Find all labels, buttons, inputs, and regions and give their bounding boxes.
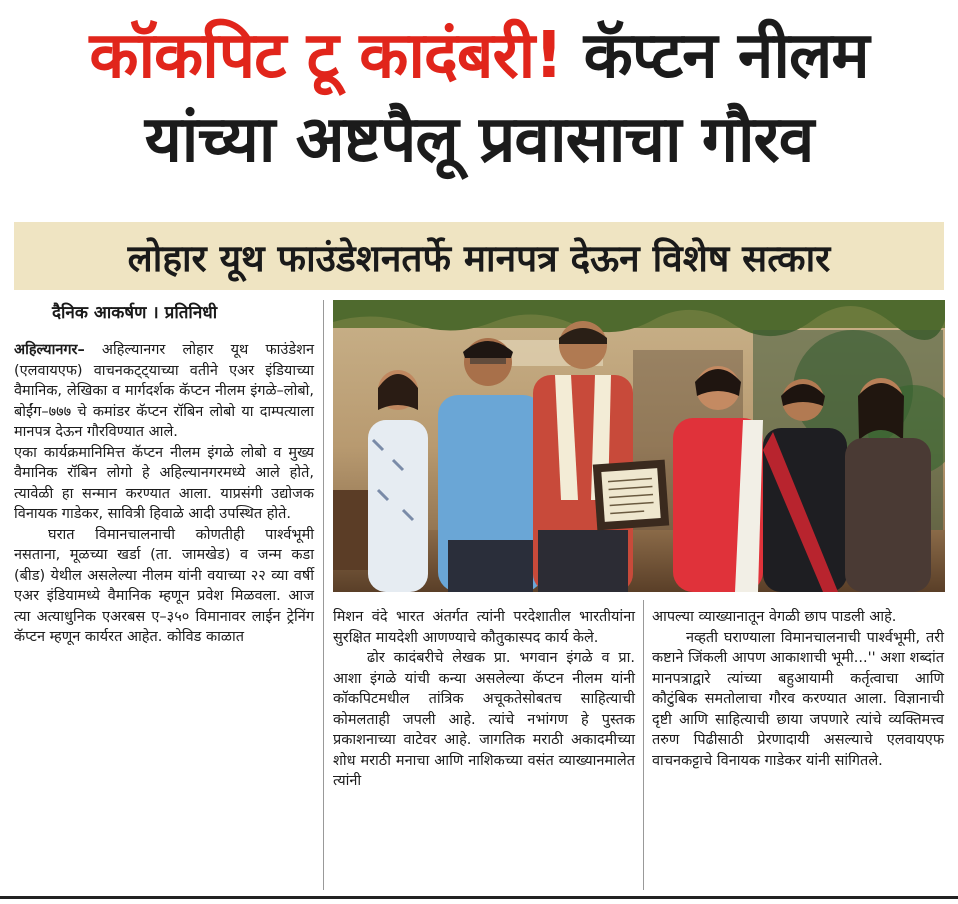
- paragraph: ढोर कादंबरीचे लेखक प्रा. भगवान इंगळे व प्रा. आशा इंगळे यांची कन्या असलेल्या कॅप्टन नीलम यांनी कॉकपिटमधील तांत्रिक अचूकतेसोबतच साहित्याची कोमलताही जपली आहे. त्यांचे नभांगण हे पुस्तक प्रकाशनाच्या वाटेवर आहे. जागतिक मराठी अकादमीच्या शोध मराठी मनाचा आणि नाशिकच्या वसंत व्याख्यानमालेत त्यांनी: [333, 650, 635, 789]
- headline-line-1: [0, 14, 958, 98]
- paragraph-text: अहिल्यानगर लोहार यूथ फाउंडेशन (एलवायएफ) वाचनकट्ट्याच्या वतीने एअर इंडियाच्या वैमानिक, लेखिका व मार्गदर्शक कॅप्टन नीलम इंगळे–लोबो, बोईंग–७७७ चे कमांडर कॅप्टन रॉबिन लोबो या दाम्पत्याला मानपत्र देऊन गौरविण्यात आले.: [14, 342, 314, 440]
- paragraph: घरात विमानचालनाची कोणतीही पार्श्वभूमी नसताना, मूळच्या खर्डा (ता. जामखेड) व जन्म कडा (बीड) येथील असलेल्या नीलम यांनी वयाच्या २२ व्या वर्षी एअर इंडियामध्ये वैमानिक म्हणून प्रवेश मिळवला. आज त्या अत्याधुनिक एअरबस ए–३५० विमानावर लाईन ट्रेनिंग कॅप्टन म्हणून कार्यरत आहेत. कोविड काळात: [14, 526, 314, 645]
- subheadline: [14, 222, 944, 290]
- paragraph: [14, 340, 314, 443]
- dateline: अहिल्यानगर–: [14, 342, 85, 358]
- paragraph: मिशन वंदे भारत अंतर्गत त्यांनी परदेशातील भारतीयांना सुरक्षित मायदेशी आणण्याचे कौतुकास्पद कार्य केले.: [333, 609, 635, 646]
- paragraph: एका कार्यक्रमानिमित्त कॅप्टन नीलम इंगळे लोबो व मुख्य वैमानिक रॉबिन लोगो हे अहिल्यानगरमध्ये आले होते, त्यावेळी हा सन्मान करण्यात आला. याप्रसंगी उद्योजक विनायक गाडेकर, सावित्री हिवाळे आदी उपस्थित होते.: [14, 444, 314, 522]
- news-photo: [333, 300, 945, 592]
- framed-certificate: [593, 460, 669, 531]
- byline: दैनिक आकर्षण । प्रतिनिधी: [52, 303, 218, 323]
- headline-red-part: कॉकपिट टू कादंबरी!: [89, 19, 563, 93]
- column-divider: [323, 300, 324, 890]
- article-column-1: [14, 340, 314, 648]
- article-column-3: [652, 607, 944, 771]
- column-divider: [643, 600, 644, 890]
- headline-dark-part: कॅप्टन नीलम: [583, 19, 869, 93]
- felicitation-photo-illustration: [333, 300, 945, 592]
- paragraph: नव्हती घराण्याला विमानचालनाची पार्श्वभूमी, तरी कष्टाने जिंकली आपण आकाशाची भूमी...'' अशा शब्दांत मानपत्राद्वारे त्यांच्या बहुआयामी कर्तृत्वाचा आणि कौटुंबिक समतोलाचा गौरव करण्यात आला. विज्ञानाची दृष्टी आणि साहित्याची छाया जपणारे त्यांचे व्यक्तिमत्त्व तरुण पिढीसाठी प्रेरणादायी असल्याचे एलवायएफ वाचनकट्टाचे विनायक गाडेकर यांनी सांगितले.: [652, 629, 944, 769]
- headline: [0, 14, 958, 182]
- paragraph: आपल्या व्याख्यानातून वेगळी छाप पाडली आहे.: [652, 609, 897, 625]
- subheadline-text: लोहार यूथ फाउंडेशनतर्फे मानपत्र देऊन विशेष सत्कार: [127, 236, 831, 280]
- bottom-rule: [0, 896, 958, 899]
- headline-line-2: यांच्या अष्टपैलू प्रवासाचा गौरव: [144, 103, 814, 177]
- article-column-2: [333, 607, 635, 792]
